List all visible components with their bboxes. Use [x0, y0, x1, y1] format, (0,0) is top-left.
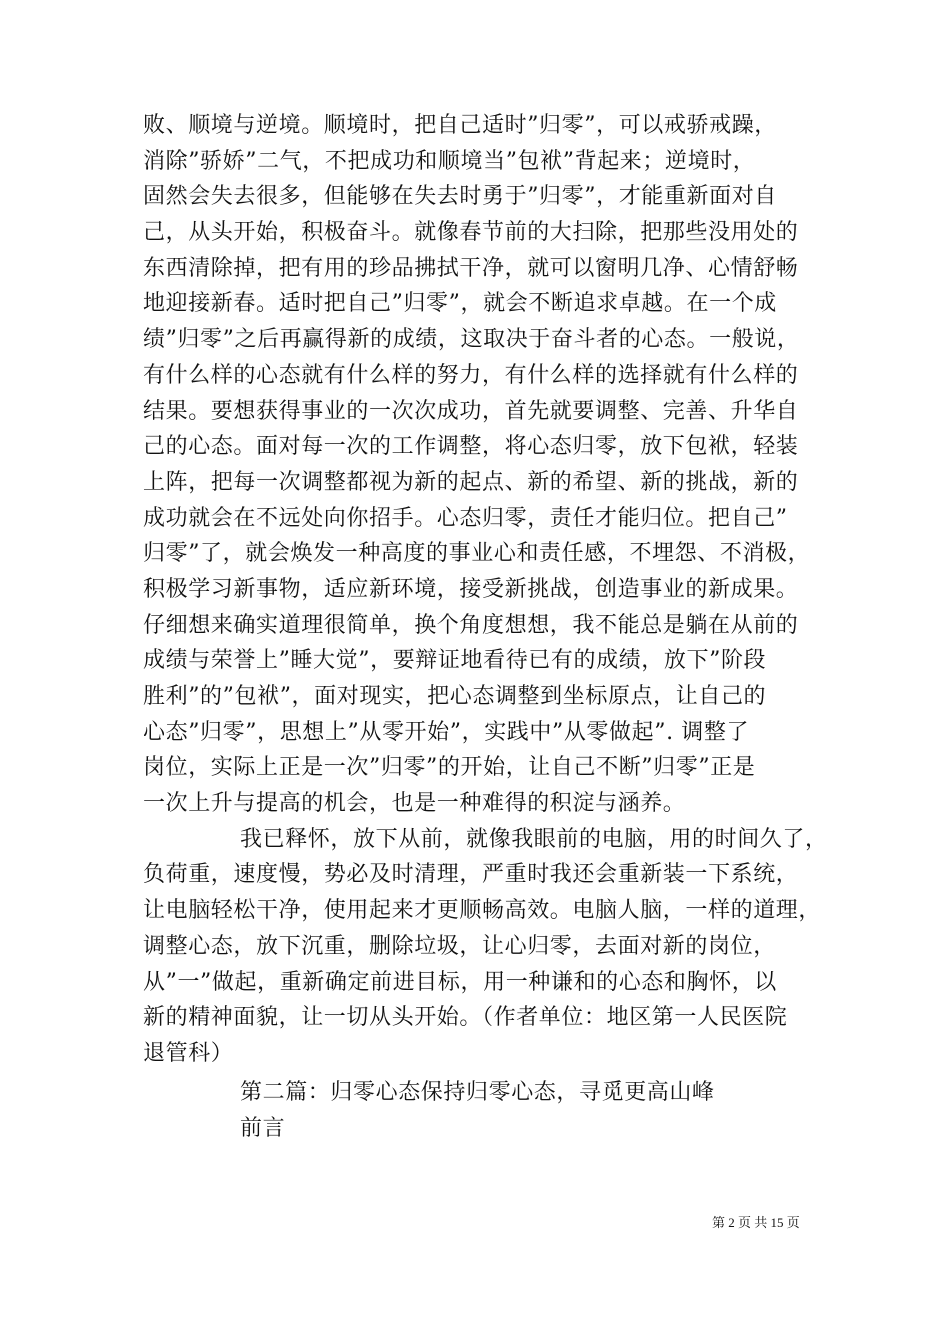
text-line: 心态”归零”，思想上”从零开始”，实践中”从零做起”. 调整了 — [143, 719, 750, 745]
text-line: 一次上升与提高的机会，也是一种难得的积淀与涵养。 — [143, 791, 686, 817]
body-text — [143, 108, 828, 1147]
text-line: 从”一”做起，重新确定前进目标，用一种谦和的心态和胸怀，以 — [143, 969, 777, 995]
text-line: 结果。要想获得事业的一次次成功，首先就要调整、完善、升华自 — [143, 398, 799, 424]
text-line: 东西清除掉，把有用的珍品拂拭干净，就可以窗明几净、心情舒畅 — [143, 255, 799, 281]
text-line: 有什么样的心态就有什么样的努力，有什么样的选择就有什么样的 — [143, 362, 799, 388]
text-line: 新的精神面貌，让一切从头开始。（作者单位：地区第一人民医院 — [143, 1005, 788, 1031]
subheading: 前言 — [240, 1116, 286, 1142]
text-line: 岗位，实际上正是一次”归零”的开始，让自己不断”归零”正是 — [143, 755, 756, 781]
text-line: 消除”骄娇”二气，不把成功和顺境当”包袱”背起来；逆境时， — [143, 148, 756, 174]
text-line: 退管科） — [143, 1040, 234, 1066]
paragraph-2 — [143, 822, 828, 1072]
text-line: 成绩与荣誉上”睡大觉”，要辩证地看待已有的成绩，放下”阶段 — [143, 648, 767, 674]
text-line: 成功就会在不远处向你招手。心态归零，责任才能归位。把自己” — [143, 505, 788, 531]
text-line: 败、顺境与逆境。顺境时，把自己适时”归零”，可以戒骄戒躁， — [143, 113, 777, 138]
text-line: 调整心态，放下沉重，删除垃圾，让心归零，去面对新的岗位， — [143, 933, 776, 959]
text-line: 归零”了，就会焕发一种高度的事业心和责任感，不埋怨、不消极， — [143, 541, 811, 567]
text-line: 积极学习新事物，适应新环境，接受新挑战，创造事业的新成果。 — [143, 576, 799, 602]
text-line: 绩”归零”之后再赢得新的成绩，这取决于奋斗者的心态。一般说， — [143, 327, 800, 353]
section-heading: 第二篇：归零心态保持归零心态，寻觅更高山峰 — [240, 1079, 715, 1105]
text-line: 己，从头开始，积极奋斗。就像春节前的大扫除，把那些没用处的 — [143, 220, 799, 246]
text-line: 上阵，把每一次调整都视为新的起点、新的希望、新的挑战，新的 — [143, 469, 799, 495]
text-line: 胜利”的”包袱”，面对现实，把心态调整到坐标原点，让自己的 — [143, 684, 767, 709]
text-line: 己的心态。面对每一次的工作调整，将心态归零，放下包袱，轻装 — [143, 434, 799, 460]
text-line: 我已释怀，放下从前，就像我眼前的电脑，用的时间久了， — [240, 826, 828, 852]
text-line: 让电脑轻松干净，使用起来才更顺畅高效。电脑人脑，一样的道理， — [143, 898, 822, 924]
paragraph-1 — [143, 108, 823, 822]
text-line: 地迎接新春。适时把自己”归零”，就会不断追求卓越。在一个成 — [143, 291, 777, 317]
page-footer: 第 2 页 共 15 页 — [712, 1215, 800, 1230]
text-line: 负荷重，速度慢，势必及时清理，严重时我还会重新装一下系统， — [143, 862, 799, 888]
text-line: 固然会失去很多，但能够在失去时勇于”归零”，才能重新面对自 — [143, 184, 777, 210]
text-line: 仔细想来确实道理很简单，换个角度想想，我不能总是躺在从前的 — [143, 612, 799, 638]
